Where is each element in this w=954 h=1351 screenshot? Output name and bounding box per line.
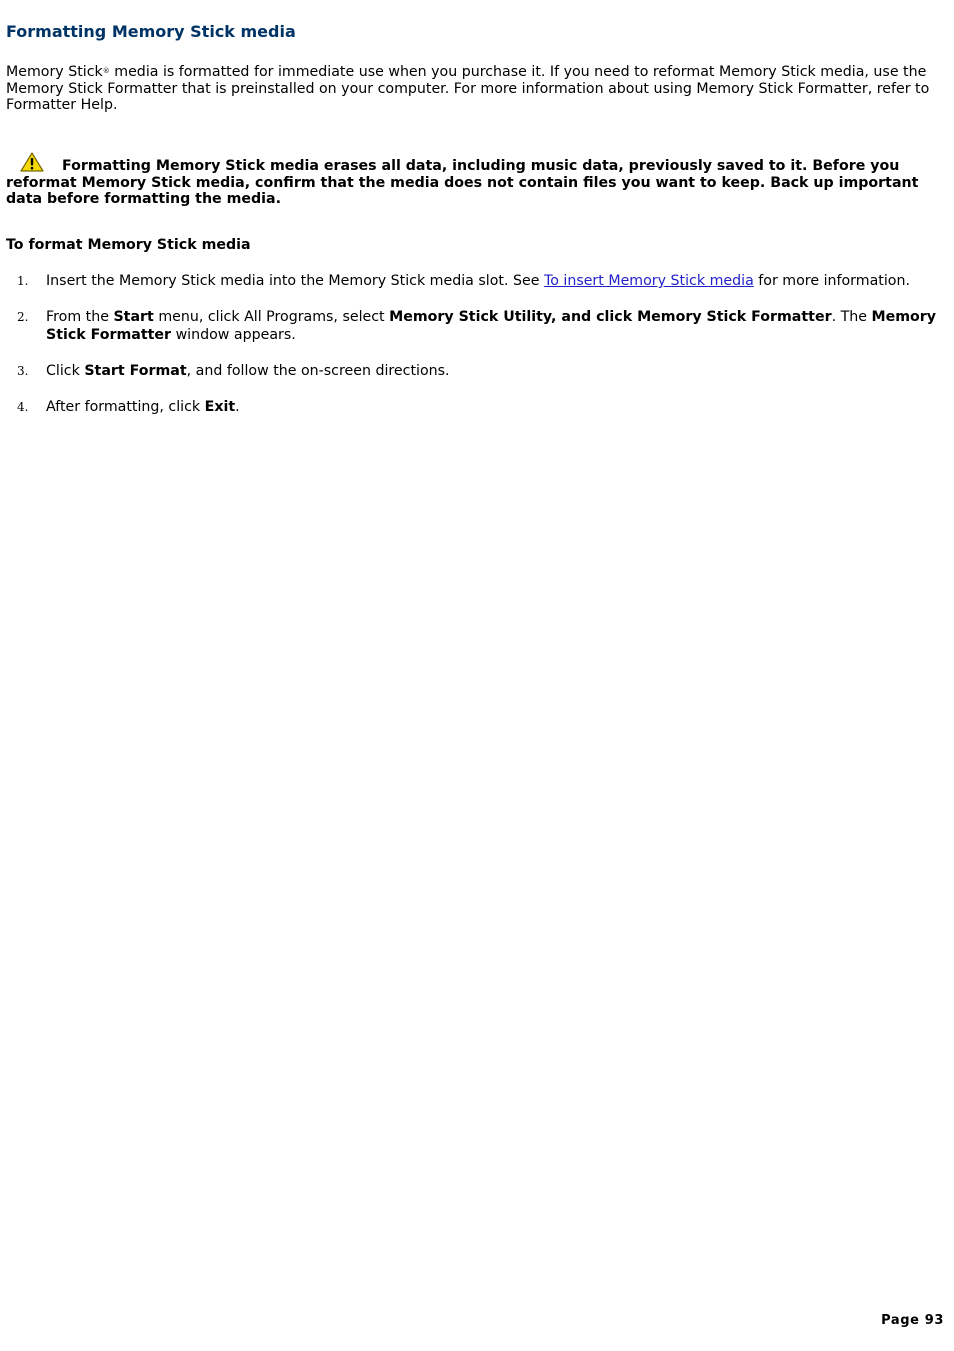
step-text: After formatting, click bbox=[46, 399, 205, 415]
step-number: 2. bbox=[17, 310, 29, 324]
step-text: From the bbox=[46, 309, 114, 325]
registered-mark: ® bbox=[102, 67, 110, 75]
step-number: 3. bbox=[17, 364, 29, 378]
step-text: Insert the Memory Stick media into the Memory Stick media slot. See bbox=[46, 273, 544, 289]
warning-text: Formatting Memory Stick media erases all data, including music data, previously saved to it. Before you reformat Memory Stick media, confirm that the media does not contain files you want to keep. Back up important data before formatting the media. bbox=[6, 158, 919, 208]
intro-text-rest: media is formatted for immediate use when you purchase it. If you need to reformat Memory Stick media, use the Memory Stick Formatter that is preinstalled on your computer. For more information about using Memory Stick Formatter, refer to Formatter Help. bbox=[6, 64, 930, 114]
step-number: 4. bbox=[17, 400, 29, 414]
step-emphasis: Start bbox=[113, 309, 154, 325]
insert-memory-stick-link[interactable]: To insert Memory Stick media bbox=[543, 273, 754, 289]
step-text: Click bbox=[46, 363, 85, 379]
step-text: , and follow the on-screen directions. bbox=[186, 363, 450, 379]
step-1 bbox=[6, 272, 946, 290]
step-text: . bbox=[235, 399, 240, 415]
step-text: . The bbox=[831, 309, 872, 325]
step-emphasis: Exit bbox=[204, 399, 236, 415]
step-emphasis: Start Format bbox=[84, 363, 187, 379]
warning-triangle-icon bbox=[20, 152, 44, 172]
step-text: for more information. bbox=[753, 273, 910, 289]
intro-text-start: Memory Stick bbox=[6, 64, 103, 80]
step-3 bbox=[6, 362, 946, 380]
step-emphasis: Memory Stick Formatter bbox=[46, 309, 937, 343]
step-number: 1. bbox=[17, 274, 29, 288]
intro-paragraph bbox=[6, 64, 946, 114]
step-4 bbox=[6, 398, 946, 416]
step-text: menu, click All Programs, select bbox=[153, 309, 390, 325]
step-2 bbox=[6, 308, 946, 344]
warning-note bbox=[6, 152, 946, 208]
step-emphasis: Memory Stick Utility, and click Memory Stick Formatter bbox=[389, 309, 832, 325]
page-number: Page 93 bbox=[881, 1313, 944, 1328]
step-text: window appears. bbox=[171, 327, 296, 343]
page-title: Formatting Memory Stick media bbox=[6, 22, 296, 41]
procedure-steps bbox=[6, 272, 946, 434]
procedure-heading: To format Memory Stick media bbox=[6, 237, 251, 253]
